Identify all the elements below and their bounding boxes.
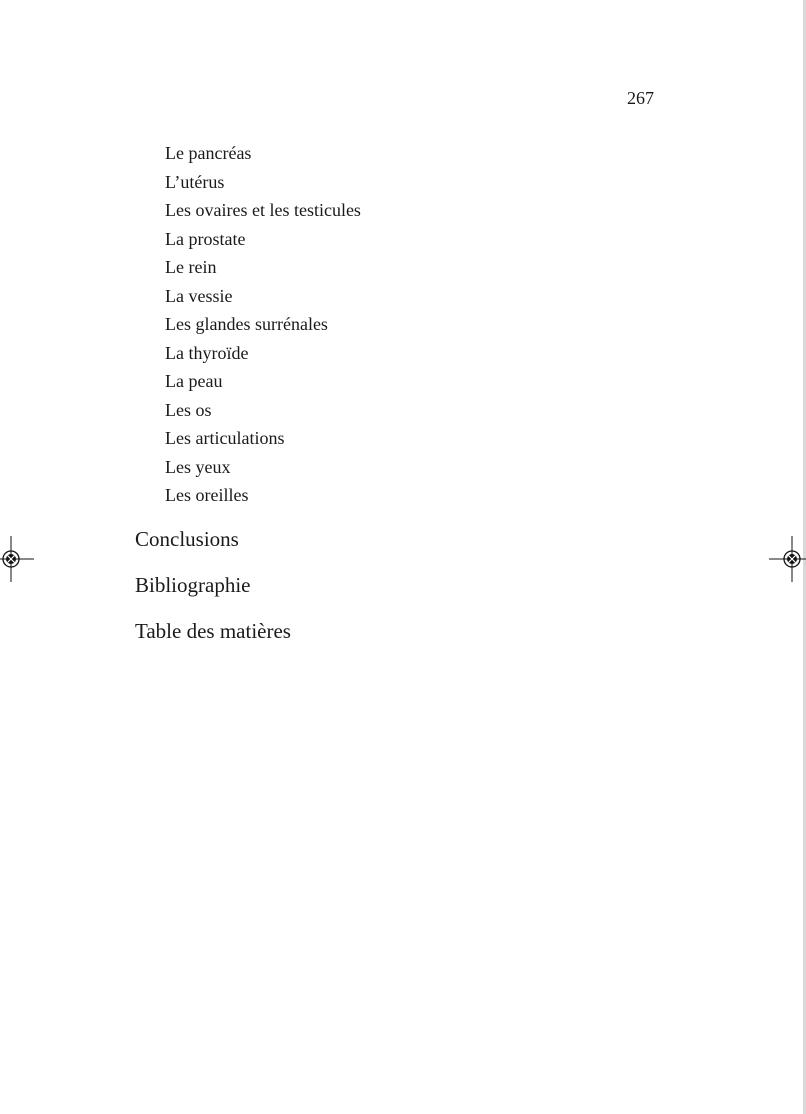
registration-mark-icon xyxy=(0,536,34,582)
toc-sub-item: Le rein xyxy=(165,257,217,277)
toc-sub-item: La prostate xyxy=(165,228,246,249)
toc-sub-item: Les glandes surrénales xyxy=(165,314,328,334)
toc-main-item-bibliographie: Bibliographie xyxy=(135,573,251,597)
toc-sub-item: Les ovaires et les testicules xyxy=(165,200,361,220)
toc-main-item-conclusions: Conclusions xyxy=(135,527,239,551)
toc-sub-item: Les articulations xyxy=(165,428,285,448)
toc-sub-item: La peau xyxy=(165,371,223,391)
toc-main-list xyxy=(135,525,291,663)
registration-mark-icon xyxy=(769,536,806,582)
toc-sub-item: La vessie xyxy=(165,285,233,306)
toc-sub-item: Les os xyxy=(165,399,212,420)
page-number: 267 xyxy=(627,88,654,108)
toc-sub-item: La thyroïde xyxy=(165,342,249,363)
toc-sub-item: Les yeux xyxy=(165,456,231,477)
toc-sub-item: L’utérus xyxy=(165,171,225,192)
toc-sub-item: Les oreilles xyxy=(165,485,249,505)
toc-sub-list xyxy=(165,141,361,512)
toc-main-item-table-des-matieres: Table des matières xyxy=(135,619,291,643)
toc-sub-item: Le pancréas xyxy=(165,143,252,163)
